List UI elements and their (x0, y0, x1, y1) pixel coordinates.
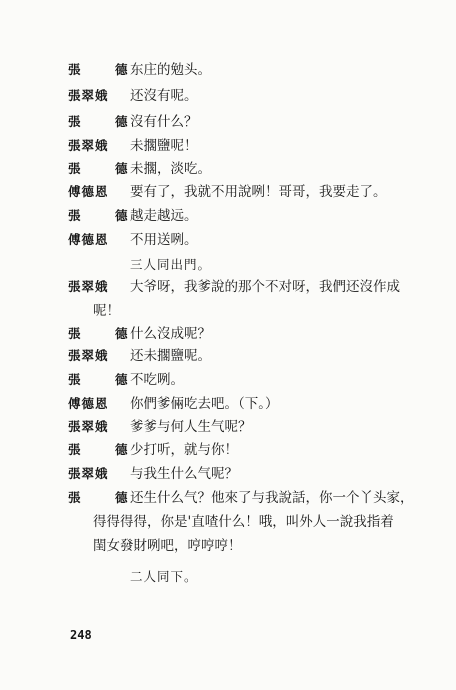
continuation-line (0, 299, 456, 323)
dialogue-text: 要有了，我就不用說咧！哥哥，我要走了。 (130, 184, 387, 200)
dialogue-line (0, 368, 456, 392)
dialogue-text: 未擱鹽呢！ (130, 138, 198, 154)
dialogue-text: 爹爹与何人生气呢？ (130, 419, 252, 435)
dialogue-text: 不用送咧。 (130, 232, 198, 248)
speaker-name: 張 德 (68, 372, 139, 387)
dialogue-text: 未擱，淡吃。 (130, 161, 211, 177)
speaker-name: 張翠娥 (68, 138, 109, 153)
dialogue-text: 什么沒成呢？ (130, 326, 211, 342)
dialogue-line (0, 204, 456, 228)
speaker-name: 張翠娥 (68, 419, 109, 434)
dialogue-line (0, 344, 456, 368)
dialogue-line (0, 438, 456, 462)
speaker-name: 張翠娥 (68, 88, 109, 103)
dialogue-text: 越走越远。 (130, 208, 198, 224)
dialogue-continuation: 閨女發財咧吧，哼哼哼！ (93, 538, 242, 554)
dialogue-continuation: 呢！ (93, 303, 120, 319)
dialogue-text: 少打听，就与你！ (130, 442, 238, 458)
speaker-name: 張 德 (68, 442, 139, 457)
dialogue-text: 不吃咧。 (130, 372, 184, 388)
dialogue-line (0, 462, 456, 486)
dialogue-text: 大爷呀，我爹說的那个不对呀，我們还沒作成 (130, 279, 400, 295)
dialogue-text: 还未擱鹽呢。 (130, 348, 211, 364)
speaker-name: 張 德 (68, 490, 139, 505)
dialogue-text: 你們爹倆吃去吧。（下。） (130, 396, 279, 412)
continuation-line (0, 534, 456, 558)
speaker-name: 張 德 (68, 161, 139, 176)
continuation-line (0, 510, 456, 534)
page-number: 248 (70, 628, 92, 642)
dialogue-text: 与我生什么气呢？ (130, 466, 238, 482)
dialogue-text: 沒有什么？ (130, 114, 198, 130)
speaker-name: 傅德恩 (68, 396, 109, 411)
dialogue-line (0, 134, 456, 158)
speaker-name: 張翠娥 (68, 466, 109, 481)
dialogue-line (0, 110, 456, 134)
stage-direction-text: 三人同出門。 (130, 257, 212, 272)
dialogue-line (0, 58, 456, 82)
stage-direction-text: 二人同下。 (130, 569, 198, 584)
dialogue-line (0, 228, 456, 252)
speaker-name: 傅德恩 (68, 184, 109, 199)
dialogue-line (0, 486, 456, 510)
stage-direction (0, 565, 456, 589)
dialogue-line (0, 157, 456, 181)
speaker-name: 張 德 (68, 114, 139, 129)
dialogue-text: 还沒有呢。 (130, 88, 198, 104)
speaker-name: 張 德 (68, 208, 139, 223)
dialogue-line (0, 180, 456, 204)
stage-direction (0, 253, 456, 277)
speaker-name: 張 德 (68, 326, 139, 341)
speaker-name: 張翠娥 (68, 279, 109, 294)
speaker-name: 張 德 (68, 62, 139, 77)
dialogue-line (0, 84, 456, 108)
dialogue-continuation: 得得得得，你是'直喳什么！哦，叫外人一說我指着 (93, 514, 394, 530)
dialogue-line (0, 392, 456, 416)
dialogue-text: 还生什么气？他來了与我說話，你一个丫头家， (130, 490, 414, 506)
dialogue-line (0, 415, 456, 439)
dialogue-line (0, 322, 456, 346)
speaker-name: 傅德恩 (68, 232, 109, 247)
dialogue-text: 东庄的勉头。 (130, 62, 211, 78)
dialogue-line (0, 275, 456, 299)
speaker-name: 張翠娥 (68, 348, 109, 363)
